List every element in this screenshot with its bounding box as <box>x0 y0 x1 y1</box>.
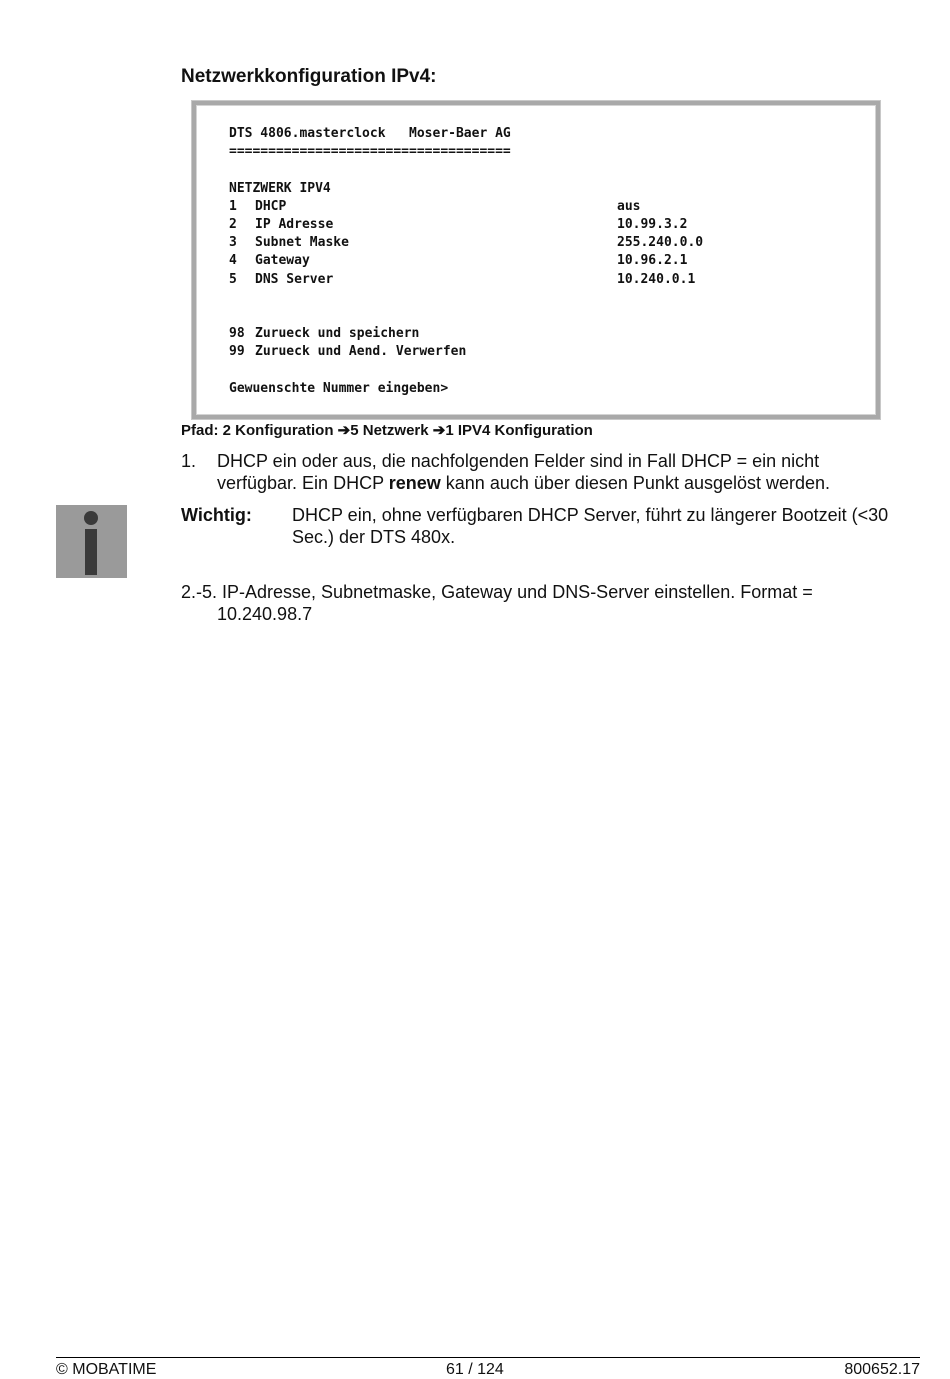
terminal-text <box>229 125 866 398</box>
terminal-item-dhcp <box>229 198 866 216</box>
info-icon-stem <box>85 529 97 575</box>
terminal-item-value: aus <box>617 198 641 214</box>
terminal-item-number: 4 <box>229 253 237 269</box>
terminal-screenshot <box>192 101 880 419</box>
terminal-blank <box>229 161 866 179</box>
list-item-dhcp <box>181 451 891 494</box>
terminal-item-number: 2 <box>229 216 237 232</box>
terminal-header: DTS 4806.masterclock Moser-Baer AG <box>229 126 511 141</box>
terminal-item-label: Subnet Maske <box>255 235 349 251</box>
info-icon <box>56 505 127 578</box>
terminal-item-label: DHCP <box>255 198 287 214</box>
note-text: DHCP ein, ohne verfügbaren DHCP Server, führt zu längerer Bootzeit (<30 Sec.) der DTS 480x. <box>292 505 889 547</box>
terminal-section-title: NETZWERK IPV4 <box>229 180 331 196</box>
terminal-item-label: IP Adresse <box>255 216 334 232</box>
list-item-text-part: kann auch über diesen Punkt ausgelöst werden. <box>440 472 831 493</box>
terminal-blank <box>229 307 866 325</box>
figure-caption: Pfad: 2 Konfiguration ➔5 Netzwerk ➔1 IPV4 Konfiguration <box>181 422 593 439</box>
footer-page-number: 61 / 124 <box>446 1361 504 1378</box>
info-icon-dot <box>84 511 98 525</box>
list-item-line: 10.240.98.7 <box>217 603 313 624</box>
list-item-addresses <box>181 582 881 625</box>
terminal-item-label: DNS Server <box>255 271 334 287</box>
terminal-item-value: 255.240.0.0 <box>617 235 704 251</box>
list-item-line: 2.-5. IP-Adresse, Subnetmaske, Gateway und DNS-Server einstellen. Format = <box>181 582 813 602</box>
note-label: Wichtig: <box>181 505 252 525</box>
terminal-action-label: Zurueck und speichern <box>255 326 420 342</box>
terminal-item-value: 10.96.2.1 <box>617 253 688 269</box>
terminal-item-number: 5 <box>229 271 237 287</box>
terminal-item-ip-adresse <box>229 216 866 234</box>
list-item-text <box>217 451 891 494</box>
terminal-action-number: 98 <box>229 326 245 342</box>
terminal-item-subnet-maske <box>229 234 866 252</box>
terminal-action-discard <box>229 343 866 361</box>
terminal-action-number: 99 <box>229 344 245 360</box>
terminal-action-save <box>229 325 866 343</box>
terminal-prompt: Gewuenschte Nummer eingeben> <box>229 380 449 396</box>
list-item-text-part: DHCP ein oder aus, die nachfolgenden Felder sind in Fall DHCP = ein nicht verfügbar. Ein DHCP <box>217 451 820 493</box>
terminal-blank <box>229 289 866 307</box>
list-item-bold-term: renew <box>388 472 441 493</box>
terminal-item-gateway <box>229 252 866 270</box>
terminal-item-value: 10.99.3.2 <box>617 216 688 232</box>
terminal-separator: ==================================== <box>229 144 511 160</box>
terminal-item-value: 10.240.0.1 <box>617 271 696 287</box>
terminal-item-label: Gateway <box>255 253 310 269</box>
list-item-number: 1. <box>181 451 197 471</box>
terminal-item-dns-server <box>229 271 866 289</box>
section-heading: Netzwerkkonfiguration IPv4: <box>181 66 437 87</box>
terminal-item-number: 3 <box>229 235 237 251</box>
footer-copyright: © MOBATIME <box>56 1361 157 1378</box>
terminal-action-label: Zurueck und Aend. Verwerfen <box>255 344 467 360</box>
terminal-item-number: 1 <box>229 198 237 214</box>
terminal-blank <box>229 361 866 379</box>
footer-document-number: 800652.17 <box>844 1361 920 1378</box>
footer-divider <box>56 1357 920 1358</box>
